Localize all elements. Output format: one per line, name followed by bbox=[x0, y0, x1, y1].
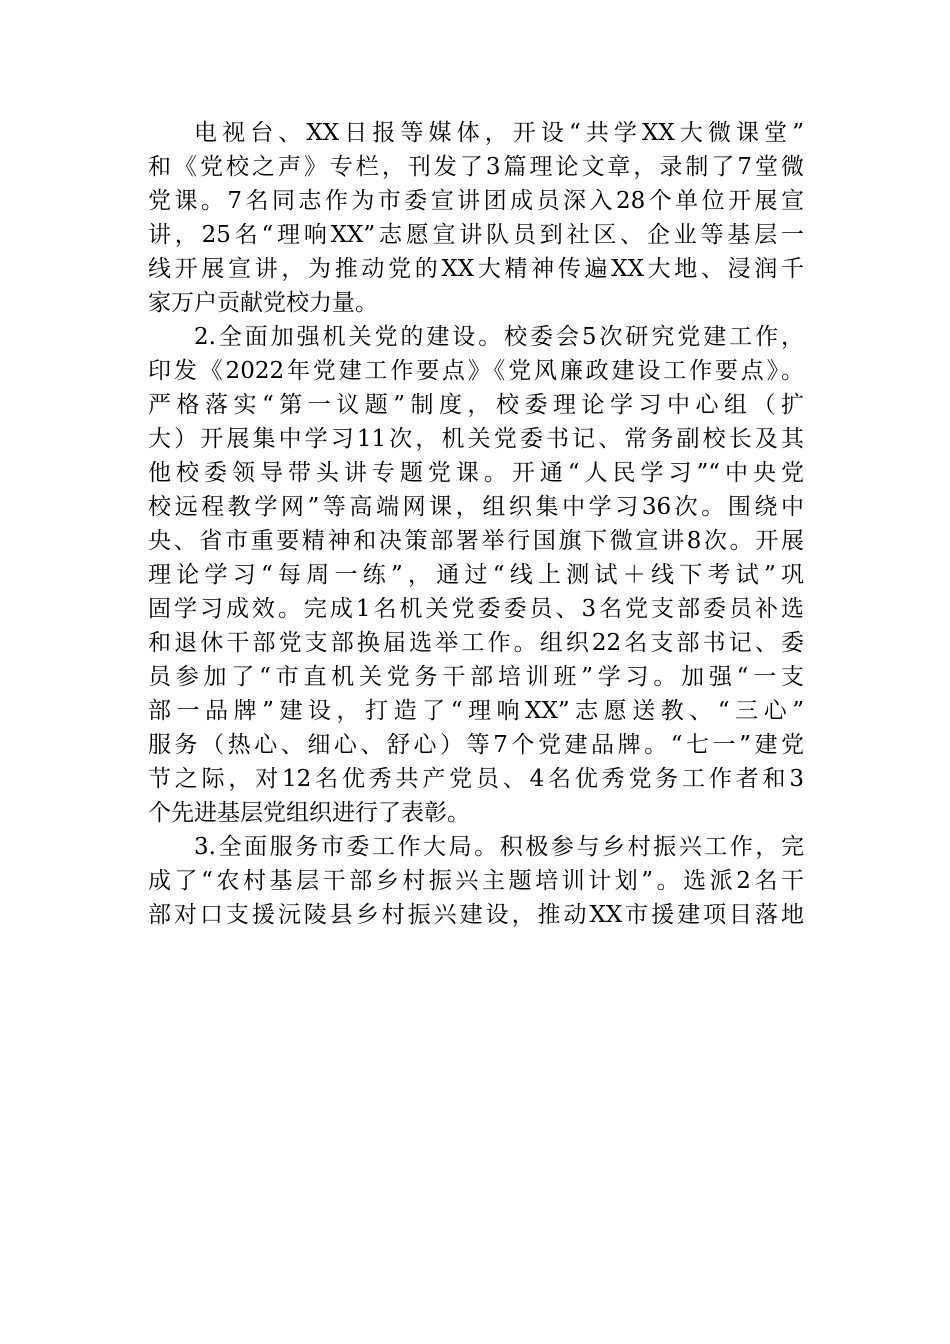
text-line: 节之际，对12名优秀共产党员、4名优秀党务工作者和3 bbox=[148, 766, 804, 792]
text-line: 和退休干部党支部换届选举工作。组织22名支部书记、委 bbox=[148, 630, 804, 656]
text-line: 个先进基层党组织进行了表彰。 bbox=[148, 800, 470, 826]
body-text bbox=[148, 116, 804, 932]
text-line: 校远程教学网”等高端网课，组织集中学习36次。围绕中 bbox=[148, 494, 804, 520]
text-line: 部一品牌”建设，打造了“理响XX”志愿送教、“三心” bbox=[148, 698, 804, 724]
text-line: 3.全面服务市委工作大局。积极参与乡村振兴工作，完 bbox=[194, 834, 804, 860]
text-line: 成了“农村基层干部乡村振兴主题培训计划”。选派2名干 bbox=[148, 868, 804, 894]
text-line: 央、省市重要精神和决策部署举行国旗下微宣讲8次。开展 bbox=[148, 528, 804, 554]
text-line: 员参加了“市直机关党务干部培训班”学习。加强“一支 bbox=[148, 664, 804, 690]
text-line: 线开展宣讲，为推动党的XX大精神传遍XX大地、浸润千 bbox=[148, 256, 804, 282]
text-line: 讲，25名“理响XX”志愿宣讲队员到社区、企业等基层一 bbox=[148, 222, 804, 248]
text-line: 2.全面加强机关党的建设。校委会5次研究党建工作， bbox=[194, 324, 804, 350]
text-line: 固学习成效。完成1名机关党委委员、3名党支部委员补选 bbox=[148, 596, 804, 622]
text-line: 部对口支援沅陵县乡村振兴建设，推动XX市援建项目落地 bbox=[148, 902, 804, 928]
text-line: 大）开展集中学习11次，机关党委书记、常务副校长及其 bbox=[148, 426, 804, 452]
text-line: 和《党校之声》专栏，刊发了3篇理论文章，录制了7堂微 bbox=[148, 154, 804, 180]
text-line: 党课。7名同志作为市委宣讲团成员深入28个单位开展宣 bbox=[148, 188, 804, 214]
text-line: 家万户贡献党校力量。 bbox=[148, 290, 378, 316]
text-line: 他校委领导带头讲专题党课。开通“人民学习”“中央党 bbox=[148, 460, 804, 486]
text-line: 严格落实“第一议题”制度，校委理论学习中心组（扩 bbox=[148, 392, 804, 418]
text-line: 电视台、XX日报等媒体，开设“共学XX大微课堂” bbox=[194, 120, 804, 146]
text-line: 理论学习“每周一练”，通过“线上测试＋线下考试”巩 bbox=[148, 562, 804, 588]
text-line: 服务（热心、细心、舒心）等7个党建品牌。“七一”建党 bbox=[148, 732, 804, 758]
text-line: 印发《2022年党建工作要点》《党风廉政建设工作要点》。 bbox=[148, 358, 804, 384]
